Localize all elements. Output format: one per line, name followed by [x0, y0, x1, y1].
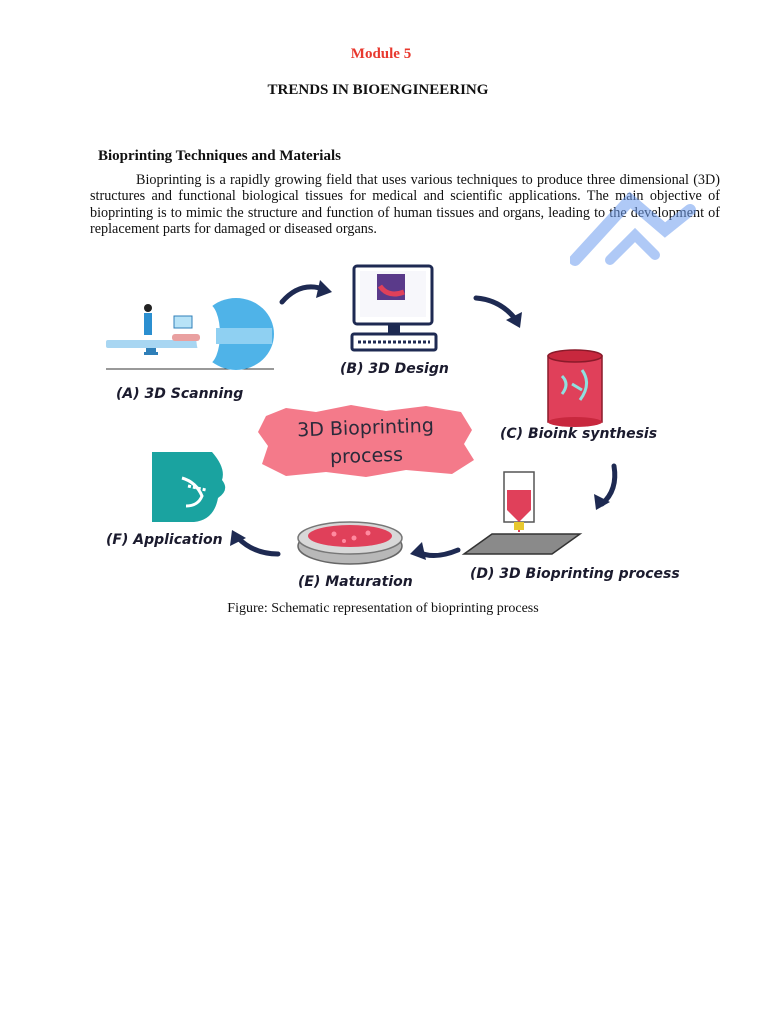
computer-icon — [352, 266, 436, 350]
banner-line-1: 3D Bioprinting — [296, 414, 435, 442]
module-label: Module 5 — [350, 46, 412, 62]
bioprinter-icon — [464, 472, 580, 554]
step-d-label: (D) 3D Bioprinting process — [470, 566, 680, 582]
head-jaw-icon — [152, 452, 225, 522]
section-heading: Bioprinting Techniques and Materials — [98, 148, 341, 164]
mri-scanner-icon — [106, 298, 274, 370]
arrow-icon — [476, 298, 516, 320]
step-e-label: (E) Maturation — [298, 574, 413, 590]
step-c-label: (C) Bioink synthesis — [500, 426, 658, 442]
bioink-container-icon — [548, 350, 602, 427]
banner-text — [255, 410, 477, 474]
banner-line-2: process — [329, 443, 404, 469]
page-title: TRENDS IN BIOENGINEERING — [267, 82, 489, 98]
figure-caption: Figure: Schematic representation of bioprinting process — [227, 601, 539, 616]
step-f-label: (F) Application — [106, 532, 223, 548]
section-paragraph: Bioprinting is a rapidly growing field that uses various techniques to produce three dimensional (3D) structures and functional biological tissues for medical and scientific applications. The main objective of bioprinting is to mimic the structure and function of human tissues and organs, leading to the development of replacement parts for damaged or diseased organs. — [90, 172, 720, 237]
arrow-icon — [602, 466, 615, 504]
arrow-icon — [238, 538, 278, 554]
step-a-label: (A) 3D Scanning — [116, 386, 244, 402]
watermark-logo-icon — [570, 180, 700, 270]
step-b-label: (B) 3D Design — [340, 361, 449, 377]
petri-dish-icon — [298, 522, 402, 564]
